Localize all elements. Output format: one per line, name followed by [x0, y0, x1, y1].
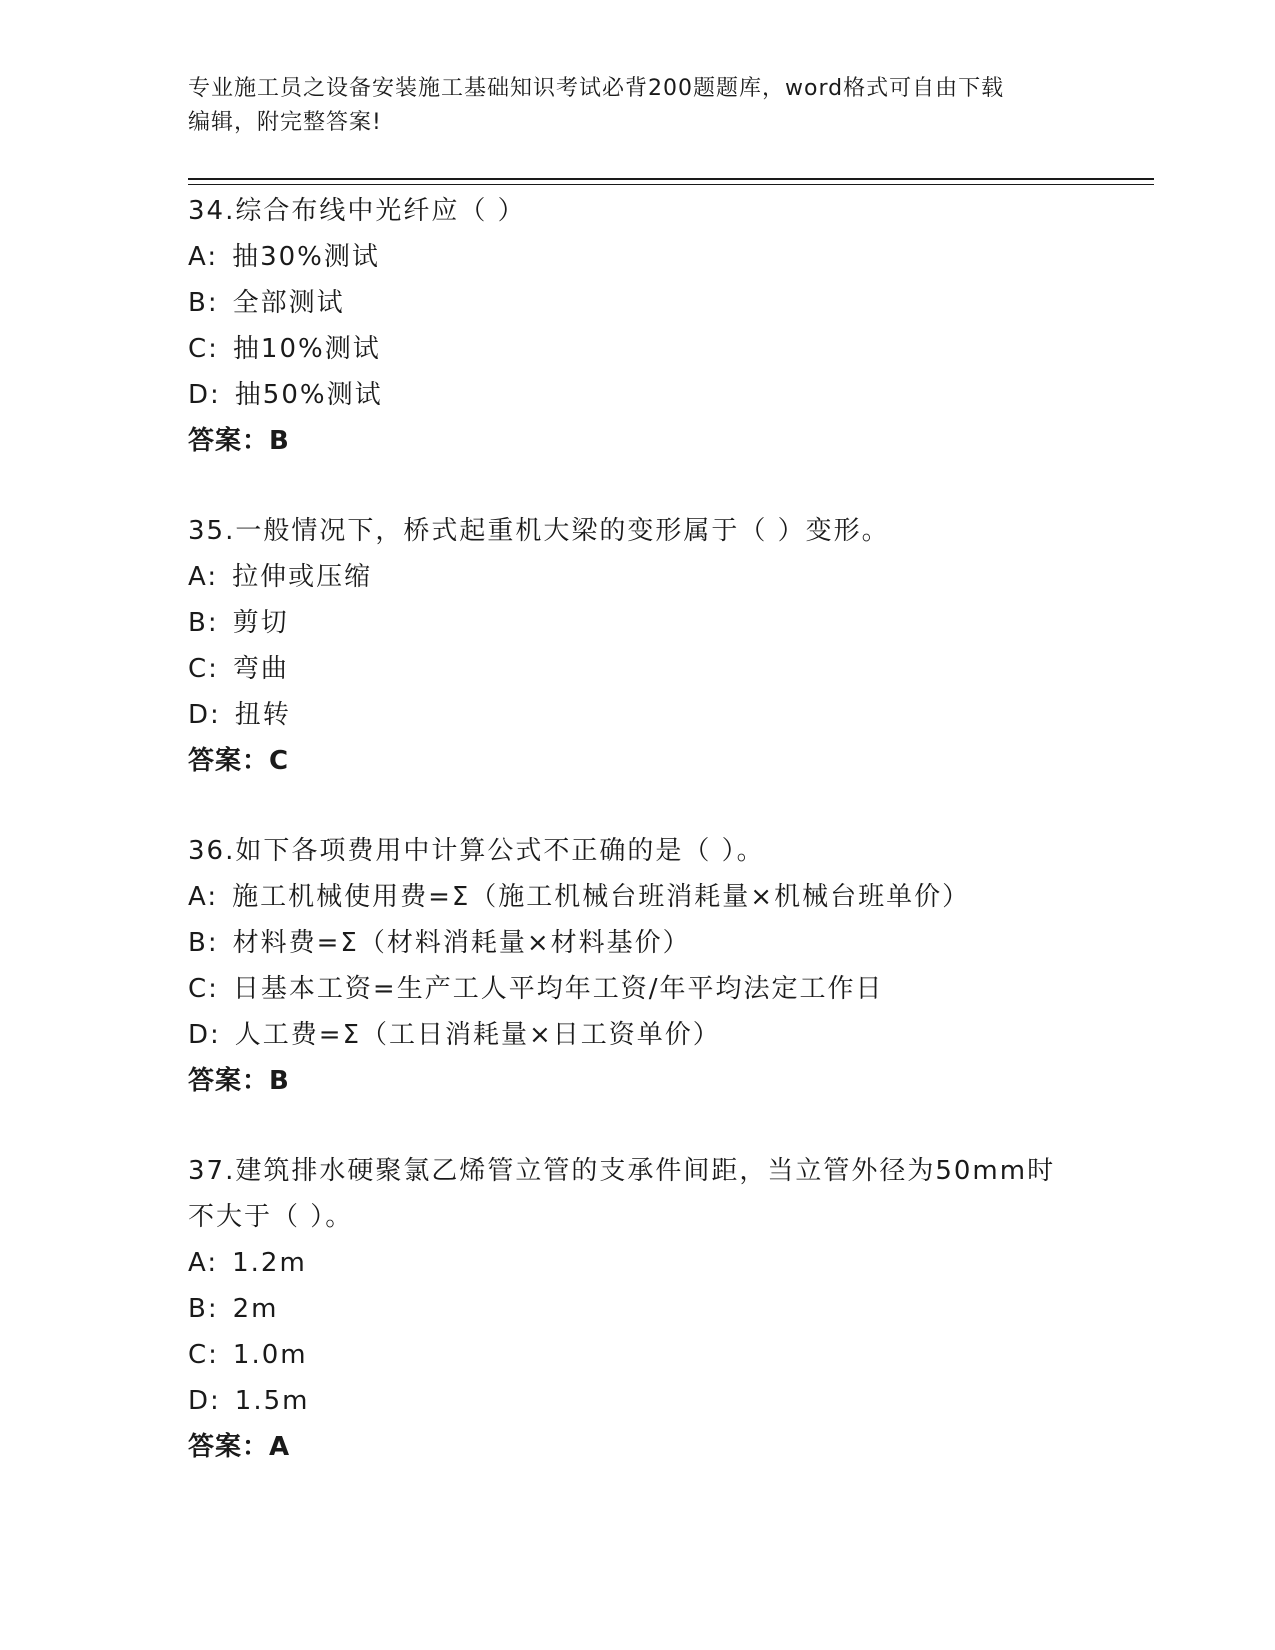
option-d: [188, 1378, 1088, 1424]
question-stem-continued: 不大于（ ）。: [188, 1202, 354, 1232]
option-key: C:: [188, 1340, 219, 1370]
option-text: 弯曲: [232, 654, 289, 684]
option-text: 抽50%测试: [234, 380, 383, 410]
option-text: 1.2m: [232, 1248, 307, 1278]
header-divider-thick: [188, 178, 1154, 180]
option-text: 2m: [232, 1294, 279, 1324]
option-key: C:: [188, 334, 219, 364]
option-text: 施工机械使用费=Σ（施工机械台班消耗量×机械台班单价）: [232, 882, 971, 912]
header-line-2: 编辑，附完整答案!: [188, 110, 382, 135]
option-b: [188, 280, 1088, 326]
option-key: B:: [188, 288, 219, 318]
question-34: [188, 188, 1088, 464]
option-key: D:: [188, 380, 221, 410]
answer-label: 答案：C: [188, 746, 290, 776]
option-text: 1.5m: [234, 1386, 310, 1416]
question-stem: 37.建筑排水硬聚氯乙烯管立管的支承件间距，当立管外径为50mm时: [188, 1156, 1056, 1186]
option-key: D:: [188, 700, 221, 730]
option-text: 日基本工资=生产工人平均年工资/年平均法定工作日: [232, 974, 884, 1004]
header-divider-thin: [188, 184, 1154, 185]
option-b: [188, 600, 1088, 646]
option-text: 拉伸或压缩: [232, 562, 373, 592]
option-key: D:: [188, 1386, 221, 1416]
option-text: 全部测试: [232, 288, 345, 318]
question-stem: 36.如下各项费用中计算公式不正确的是（ ）。: [188, 836, 765, 866]
option-d: [188, 1012, 1088, 1058]
question-36: [188, 828, 1088, 1104]
option-text: 剪切: [232, 608, 289, 638]
option-text: 1.0m: [232, 1340, 308, 1370]
option-key: C:: [188, 654, 219, 684]
question-35: [188, 508, 1088, 784]
option-text: 抽30%测试: [232, 242, 380, 272]
option-text: 材料费=Σ（材料消耗量×材料基价）: [232, 928, 691, 958]
answer-label: 答案：B: [188, 1066, 290, 1096]
option-text: 抽10%测试: [232, 334, 381, 364]
question-list: [188, 188, 1088, 1514]
option-c: [188, 326, 1088, 372]
option-key: B:: [188, 608, 219, 638]
option-key: A:: [188, 882, 219, 912]
option-c: [188, 1332, 1088, 1378]
header-line-1: 专业施工员之设备安装施工基础知识考试必背200题题库，word格式可自由下载: [188, 76, 1005, 101]
option-key: B:: [188, 928, 219, 958]
option-key: A:: [188, 562, 219, 592]
document-header: [188, 72, 1088, 140]
answer-label: 答案：A: [188, 1432, 291, 1462]
option-a: [188, 554, 1088, 600]
option-a: [188, 1240, 1088, 1286]
option-a: [188, 874, 1088, 920]
option-key: A:: [188, 1248, 219, 1278]
option-c: [188, 966, 1088, 1012]
option-b: [188, 1286, 1088, 1332]
option-c: [188, 646, 1088, 692]
option-text: 扭转: [234, 700, 291, 730]
option-key: D:: [188, 1020, 221, 1050]
option-key: B:: [188, 1294, 219, 1324]
option-key: C:: [188, 974, 219, 1004]
question-stem: 35.一般情况下，桥式起重机大梁的变形属于（ ）变形。: [188, 516, 890, 546]
option-d: [188, 692, 1088, 738]
option-text: 人工费=Σ（工日消耗量×日工资单价）: [234, 1020, 721, 1050]
option-a: [188, 234, 1088, 280]
question-stem: 34.综合布线中光纤应（ ）: [188, 196, 526, 226]
question-37: [188, 1148, 1088, 1470]
answer-label: 答案：B: [188, 426, 290, 456]
option-b: [188, 920, 1088, 966]
option-key: A:: [188, 242, 219, 272]
option-d: [188, 372, 1088, 418]
